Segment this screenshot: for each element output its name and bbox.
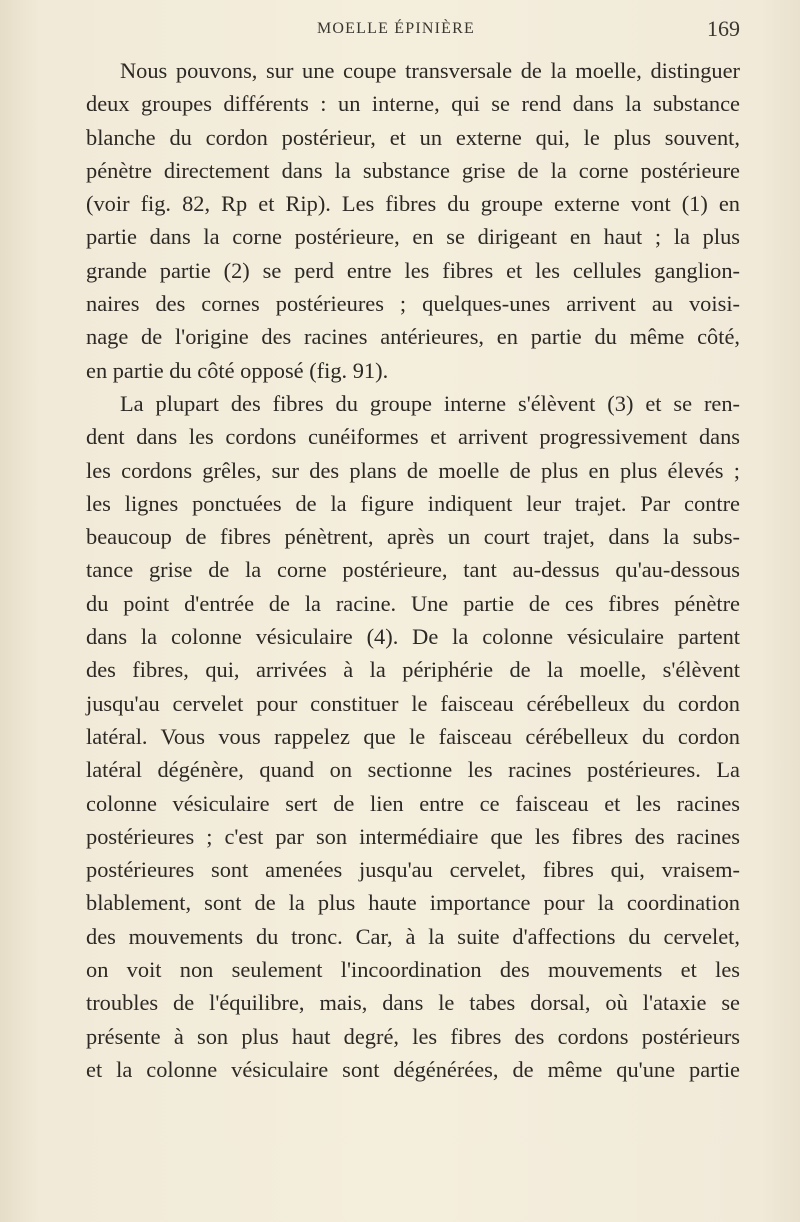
text-line: colonne vésiculaire sert de lien entre ce faisceau et les racines xyxy=(86,790,740,816)
text-line: blanche du cordon postérieur, et un externe qui, le plus souvent, xyxy=(86,124,740,150)
text-line: les lignes ponctuées de la figure indiquent leur trajet. Par contre xyxy=(86,490,740,516)
running-title: MOELLE ÉPINIÈRE xyxy=(317,20,475,37)
text-line: et la colonne vésiculaire sont dégénérées, de même qu'une partie xyxy=(86,1056,740,1082)
paragraph-1 xyxy=(52,54,740,387)
text-line: postérieures ; c'est par son intermédiaire que les fibres des racines xyxy=(86,823,740,849)
page-number: 169 xyxy=(707,16,740,41)
text-line: latéral dégénère, quand on sectionne les racines postérieures. La xyxy=(86,757,740,783)
text-line: jusqu'au cervelet pour constituer le faisceau cérébelleux du cordon xyxy=(86,690,740,716)
text-line: naires des cornes postérieures ; quelques-unes arrivent au voisi- xyxy=(86,291,740,317)
text-line: dans la colonne vésiculaire (4). De la colonne vésiculaire partent xyxy=(86,624,740,650)
text-line: postérieures sont amenées jusqu'au cervelet, fibres qui, vraisem- xyxy=(86,857,740,883)
text-line: blablement, sont de la plus haute importance pour la coordination xyxy=(86,890,740,916)
text-line: pénètre directement dans la substance grise de la corne postérieure xyxy=(86,157,740,183)
text-line: beaucoup de fibres pénètrent, après un court trajet, dans la subs- xyxy=(86,524,740,550)
text-line: en partie du côté opposé (fig. 91). xyxy=(86,357,389,383)
text-line: du point d'entrée de la racine. Une partie de ces fibres pénètre xyxy=(86,590,740,616)
text-line: partie dans la corne postérieure, en se dirigeant en haut ; la plus xyxy=(86,224,740,250)
text-line: deux groupes différents : un interne, qui se rend dans la substance xyxy=(86,91,740,117)
page-header xyxy=(52,14,740,44)
body-text xyxy=(52,54,740,1086)
text-line: grande partie (2) se perd entre les fibres et les cellules ganglion- xyxy=(86,257,740,283)
text-line: Nous pouvons, sur une coupe transversale de la moelle, distinguer xyxy=(120,58,740,83)
text-line: La plupart des fibres du groupe interne s'élèvent (3) et se ren- xyxy=(120,390,740,416)
text-line: présente à son plus haut degré, les fibres des cordons postérieurs xyxy=(86,1023,740,1049)
text-line: tance grise de la corne postérieure, tant au-dessus qu'au-dessous xyxy=(86,557,740,583)
text-line: dent dans les cordons cunéiformes et arrivent progressivement dans xyxy=(86,424,740,450)
text-line: les cordons grêles, sur des plans de moelle de plus en plus élevés ; xyxy=(86,457,740,483)
text-line: des fibres, qui, arrivées à la périphérie de la moelle, s'élèvent xyxy=(86,657,740,683)
text-line: des mouvements du tronc. Car, à la suite d'affections du cervelet, xyxy=(86,923,740,949)
text-line: troubles de l'équilibre, mais, dans le tabes dorsal, où l'ataxie se xyxy=(86,990,740,1016)
text-line: latéral. Vous vous rappelez que le faisceau cérébelleux du cordon xyxy=(86,723,740,749)
text-line: (voir fig. 82, Rp et Rip). Les fibres du groupe externe vont (1) en xyxy=(86,191,740,217)
text-line: nage de l'origine des racines antérieures, en partie du même côté, xyxy=(86,324,740,350)
paragraph-2 xyxy=(52,387,740,1086)
text-line: on voit non seulement l'incoordination des mouvements et les xyxy=(86,957,740,983)
